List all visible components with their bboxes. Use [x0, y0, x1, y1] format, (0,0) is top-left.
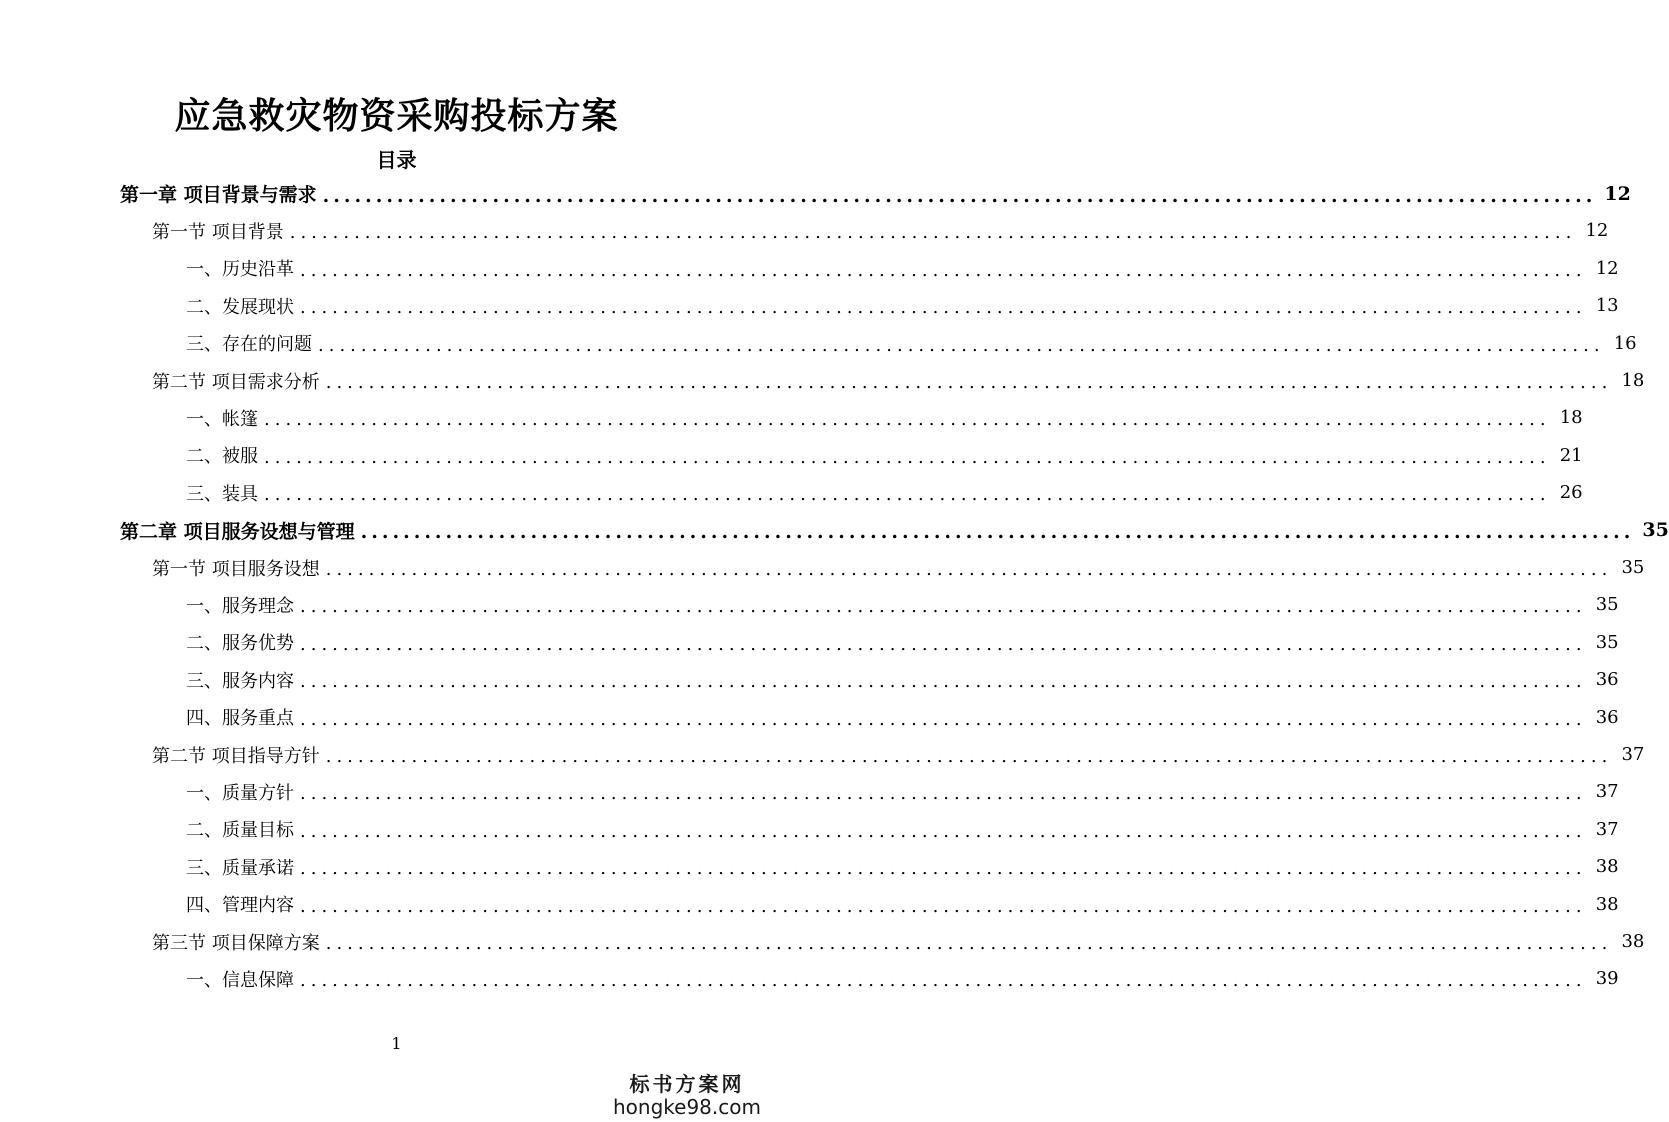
- toc-entry-label: 四、服务重点: [186, 708, 294, 730]
- toc-entry-label: 第二章 项目服务设想与管理: [120, 520, 355, 543]
- toc-dot-leader: ........................................................................................................................: [325, 559, 1613, 580]
- toc-dot-leader: ........................................................................................................................: [300, 858, 1587, 880]
- toc-entry-page: 35: [1642, 519, 1669, 542]
- toc-entry-label: 二、质量目标: [186, 820, 294, 842]
- toc-section-entry[interactable]: [152, 212, 1609, 249]
- toc-dot-leader: ........................................................................................................................: [300, 895, 1587, 917]
- toc-entry-label: 第一节 项目背景: [152, 221, 284, 243]
- toc-dot-leader: ........................................................................................................................: [360, 521, 1635, 544]
- toc-dot-leader: ........................................................................................................................: [300, 259, 1587, 281]
- watermark: [597, 1068, 777, 1119]
- toc-item-entry[interactable]: [186, 811, 1619, 848]
- toc-entry-label: 第二节 项目需求分析: [152, 371, 320, 393]
- toc-entry-page: 36: [1595, 669, 1619, 691]
- document-title: 应急救灾物资采购投标方案: [174, 95, 619, 137]
- toc-dot-leader: ........................................................................................................................: [325, 933, 1613, 954]
- toc-chapter-entry[interactable]: [120, 512, 1669, 549]
- toc-dot-leader: ........................................................................................................................: [264, 446, 1551, 468]
- toc-item-entry[interactable]: [186, 287, 1619, 324]
- toc-item-entry[interactable]: [186, 586, 1619, 623]
- toc-item-entry[interactable]: [186, 399, 1583, 436]
- watermark-site-name: 标书方案网: [629, 1072, 745, 1096]
- toc-entry-page: 12: [1595, 257, 1619, 279]
- toc-entry-label: 三、服务内容: [186, 670, 294, 692]
- watermark-url: hongke98.com: [613, 1095, 761, 1119]
- toc-entry-label: 一、帐篷: [186, 408, 258, 430]
- toc-entry-label: 一、历史沿革: [186, 259, 294, 281]
- toc-entry-page: 37: [1621, 744, 1645, 765]
- toc-dot-leader: ........................................................................................................................: [264, 409, 1551, 431]
- toc-item-entry[interactable]: [186, 474, 1583, 511]
- toc-dot-leader: ........................................................................................................................: [325, 372, 1613, 393]
- toc-section-entry[interactable]: [152, 362, 1645, 399]
- toc-heading: 目录: [376, 148, 417, 172]
- toc-entry-label: 第三节 项目保障方案: [152, 932, 320, 954]
- toc-entry-page: 35: [1595, 594, 1619, 616]
- toc-entry-page: 38: [1595, 893, 1619, 915]
- toc-dot-leader: ........................................................................................................................: [300, 783, 1587, 805]
- toc-item-entry[interactable]: [186, 960, 1619, 997]
- toc-entry-page: 12: [1604, 182, 1631, 205]
- page-number: 1: [391, 1034, 402, 1053]
- toc-chapter-entry[interactable]: [120, 175, 1631, 212]
- toc-entry-label: 二、服务优势: [186, 633, 294, 655]
- toc-dot-leader: ........................................................................................................................: [300, 297, 1587, 319]
- toc-entry-label: 第二节 项目指导方针: [152, 745, 320, 767]
- toc-entry-page: 38: [1621, 931, 1645, 952]
- toc-entry-page: 35: [1621, 557, 1645, 578]
- toc-item-entry[interactable]: [186, 699, 1619, 736]
- toc-item-entry[interactable]: [186, 624, 1619, 661]
- toc-item-entry[interactable]: [186, 437, 1583, 474]
- toc-entry-page: 21: [1559, 444, 1583, 466]
- toc-dot-leader: ........................................................................................................................: [325, 746, 1613, 767]
- toc-entry-page: 18: [1559, 407, 1583, 429]
- toc-dot-leader: ........................................................................................................................: [300, 596, 1587, 618]
- toc-entry-label: 一、服务理念: [186, 595, 294, 617]
- toc-entry-label: 第一章 项目背景与需求: [120, 184, 317, 206]
- toc-entry-page: 18: [1621, 370, 1645, 391]
- toc-item-entry[interactable]: [186, 661, 1619, 698]
- toc-section-entry[interactable]: [152, 736, 1645, 773]
- toc-entry-page: 37: [1595, 818, 1619, 840]
- toc-entry-label: 二、发展现状: [186, 296, 294, 318]
- toc-dot-leader: ........................................................................................................................: [300, 820, 1587, 842]
- toc-item-entry[interactable]: [186, 773, 1619, 810]
- toc-entry-page: 13: [1595, 295, 1619, 317]
- toc-dot-leader: ........................................................................................................................: [300, 970, 1587, 992]
- toc-dot-leader: ........................................................................................................................: [300, 633, 1587, 655]
- toc-dot-leader: ........................................................................................................................: [300, 671, 1587, 693]
- toc-entry-label: 三、质量承诺: [186, 857, 294, 879]
- toc-entry-label: 二、被服: [186, 446, 258, 468]
- toc-entry-label: 一、质量方针: [186, 782, 294, 804]
- toc-dot-leader: ........................................................................................................................: [322, 184, 1597, 207]
- toc-entry-page: 35: [1595, 631, 1619, 653]
- toc-entry-label: 三、存在的问题: [186, 334, 312, 356]
- toc-entry-page: 26: [1559, 482, 1583, 504]
- toc-entry-label: 第一节 项目服务设想: [152, 558, 320, 580]
- toc-entry-page: 36: [1595, 706, 1619, 728]
- toc-dot-leader: ........................................................................................................................: [289, 222, 1577, 244]
- toc-section-entry[interactable]: [152, 923, 1645, 960]
- toc-entry-page: 39: [1595, 968, 1619, 990]
- toc-dot-leader: ........................................................................................................................: [264, 484, 1551, 506]
- toc-item-entry[interactable]: [186, 250, 1619, 287]
- toc-item-entry[interactable]: [186, 848, 1619, 885]
- toc-entry-label: 四、管理内容: [186, 895, 294, 917]
- toc-item-entry[interactable]: [186, 886, 1619, 923]
- toc-item-entry[interactable]: [186, 325, 1637, 362]
- toc-entry-page: 37: [1595, 781, 1619, 803]
- toc-entry-page: 16: [1613, 332, 1637, 354]
- toc-entry-label: 三、装具: [186, 483, 258, 505]
- toc-dot-leader: ........................................................................................................................: [318, 334, 1605, 356]
- toc-entry-page: 12: [1585, 220, 1609, 242]
- toc-entry-label: 一、信息保障: [186, 969, 294, 991]
- toc-section-entry[interactable]: [152, 549, 1645, 586]
- toc-dot-leader: ........................................................................................................................: [300, 708, 1587, 730]
- toc-entry-page: 38: [1595, 856, 1619, 878]
